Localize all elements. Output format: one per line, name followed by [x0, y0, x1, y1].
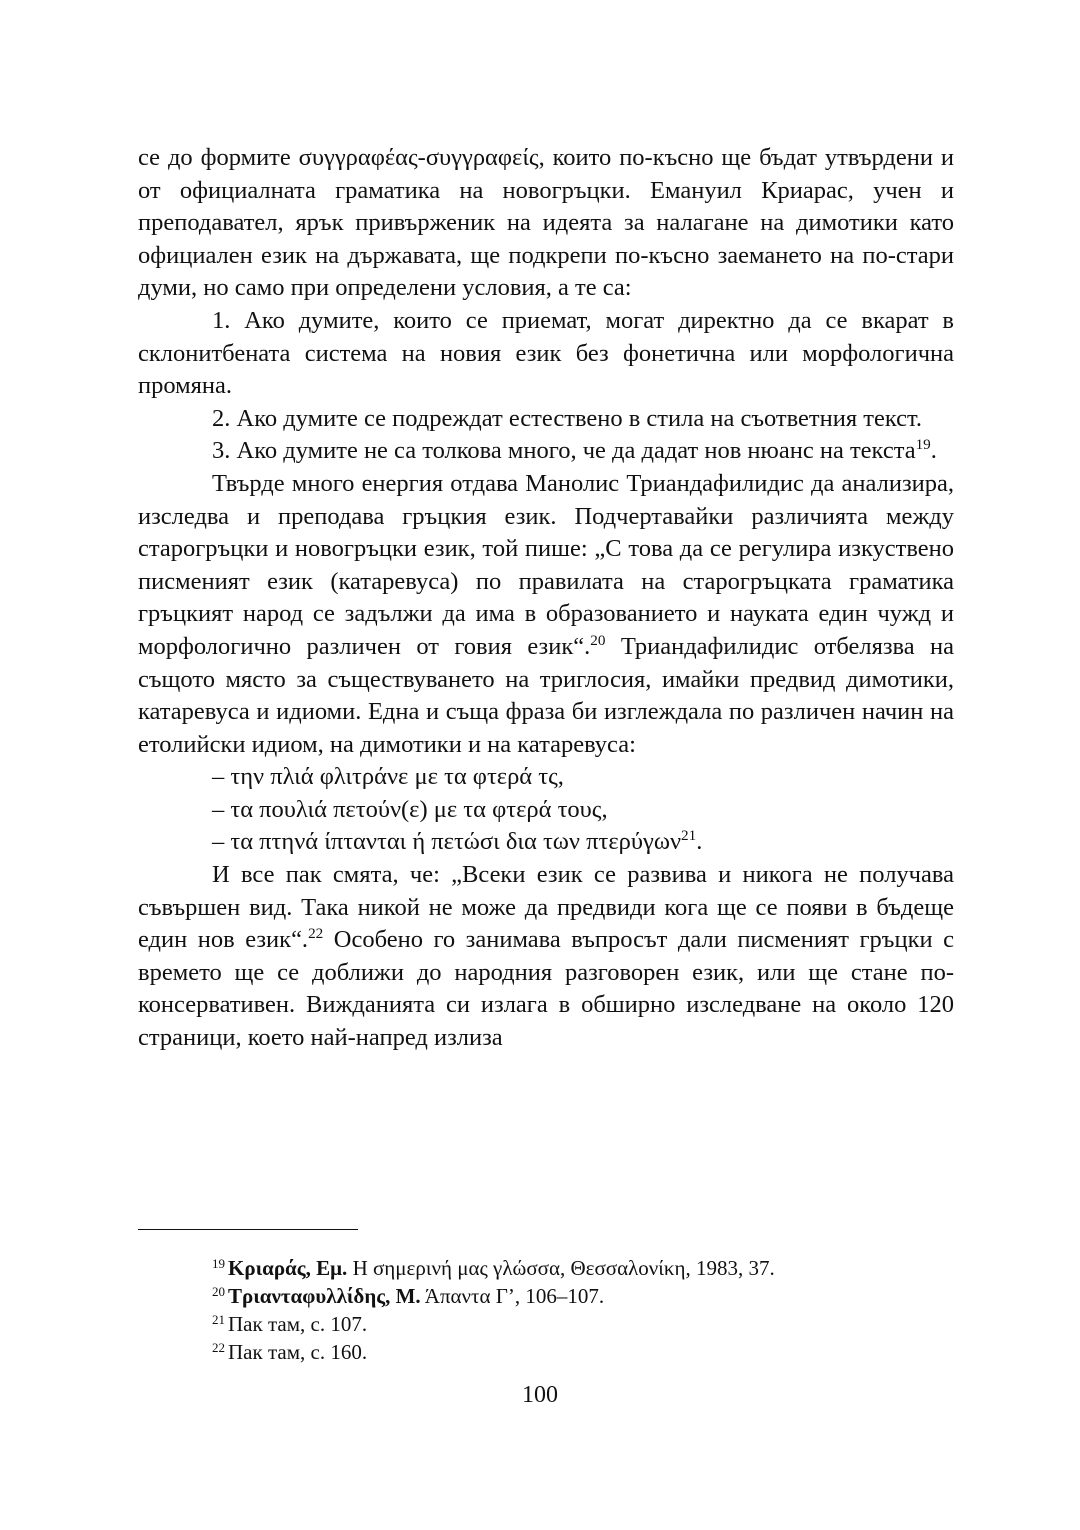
footnote-22 — [212, 1338, 952, 1366]
condition-3-end: . — [930, 437, 937, 465]
paragraph-triandafilidis — [138, 468, 954, 761]
greek-example-3-end: . — [696, 828, 703, 856]
paragraph-condition-3 — [138, 435, 954, 468]
greek-example-1: – την πλιά φλιτράνε με τα φτερά τς, — [212, 763, 564, 791]
footnotes — [212, 1254, 952, 1366]
footnote-number: 21 — [212, 1311, 226, 1327]
paragraph-condition-1: 1. Ако думите, които се приемат, могат директно да се вкарат в склонитбената система на новия език без фонетична или морфологична промяна. — [138, 306, 954, 400]
greek-example-2: – τα πουλιά πετούν(ε) με τα φτερά τους, — [212, 795, 608, 823]
paragraph-condition-2: 2. Ако думите се подреждат естествено в стила на съответния текст. — [212, 404, 922, 432]
triandafilidis-text-2: Триандафилидис отбелязва на същото място за съществуването на триглосия, имайки предвид димотики, катаревуса и идиоми. Една и съща фраза би изглеждала по различен начин на етолийски идиом, на димотики и на катаревуса: — [138, 632, 955, 758]
footnote-number: 20 — [212, 1283, 226, 1299]
footnote-text: Пак там, с. 160. — [228, 1340, 368, 1364]
footnote-ref-19[interactable]: 19 — [915, 436, 931, 454]
footnote-text: Пак там, с. 107. — [228, 1312, 368, 1336]
footnote-19 — [212, 1254, 952, 1282]
footnote-number: 19 — [212, 1255, 226, 1271]
greek-example-3-text: – τα πτηνά ίπτανται ή πετώσι δια των πτερύγων — [212, 828, 682, 856]
evolution-text-2: Особено го занимава въпросът дали писменият гръцки с времето ще се доближи до народния разговорен език, или ще стане по-консервативен. Вижданията си излага в обширно изследване на около 120 страници, което най-напред излиза — [138, 926, 954, 1052]
evolution-text-1: И все пак смята, че: „Всеки език се развива и никога не получава съвършен вид. Така никой не може да предвиди кога ще се появи в бъдеще един нов език“. — [138, 861, 954, 954]
condition-3-text: 3. Ако думите не са толкова много, че да дадат нов нюанс на текста — [212, 437, 916, 465]
footnote-21 — [212, 1310, 952, 1338]
paragraph-evolution — [138, 859, 954, 1055]
footnote-author: Τριανταφυλλίδης, Μ. — [228, 1284, 421, 1308]
footnote-ref-20[interactable]: 20 — [590, 631, 606, 649]
footnote-ref-22[interactable]: 22 — [308, 925, 324, 943]
page-number: 100 — [522, 1382, 558, 1408]
greek-example-3 — [138, 826, 954, 859]
footnote-number: 22 — [212, 1339, 226, 1355]
body-text — [138, 142, 954, 1055]
footnote-separator — [138, 1229, 358, 1230]
footnote-author: Κριαράς, Εμ. — [228, 1256, 348, 1280]
footnote-text: Άπαντα Γ’, 106–107. — [420, 1284, 605, 1308]
triandafilidis-text-1: Твърде много енергия отдава Манолис Триандафилидис да анализира, изследва и преподава гръцкия език. Подчертавайки различията между старогръцки и новогръцки език, той пише: „С това да се регулира изкуствено писменият език (катаревуса) по правилата на старогръцката граматика гръцкият народ се задължи да има в образованието и науката един чужд и морфологично различен от говия език“. — [138, 469, 954, 660]
paragraph-intro: се до формите συγγραφέας-συγγραφείς, които по-късно ще бъдат утвърдени и от официалната граматика на новогръцки. Емануил Криарас, учен и преподавател, ярък привърженик на идеята за налагане на димотики като официален език на държавата, ще подкрепи по-късно заемането на по-стари думи, но само при определени условия, а те са: — [138, 144, 954, 302]
footnote-20 — [212, 1282, 952, 1310]
footnote-text: Η σημερινή μας γλώσσα, Θεσσαλονίκη, 1983, 37. — [347, 1256, 775, 1280]
footnote-ref-21[interactable]: 21 — [681, 827, 697, 845]
